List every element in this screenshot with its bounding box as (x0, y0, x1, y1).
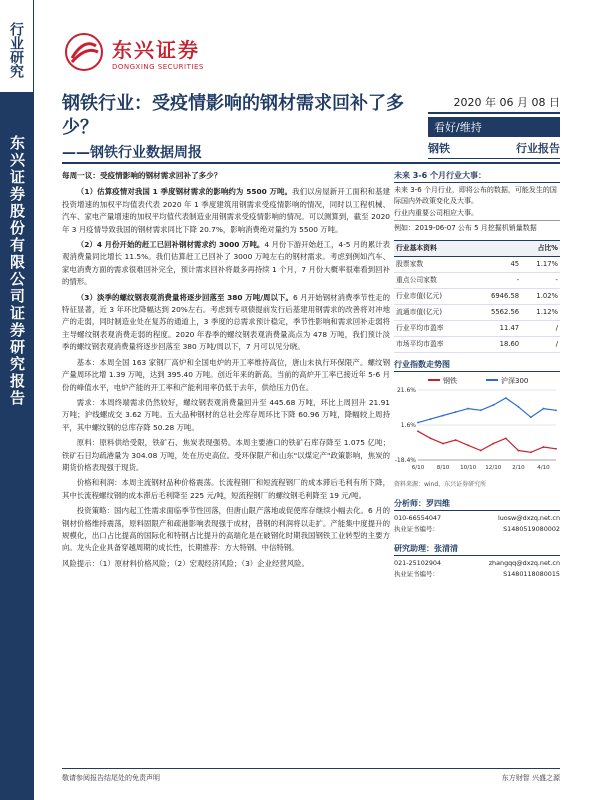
data-point (555, 409, 557, 411)
data-point (480, 409, 482, 411)
data-point (455, 411, 457, 413)
report-category: 行业研究 (0, 0, 34, 92)
data-point (442, 415, 444, 417)
table-cell: 股票家数 (394, 257, 472, 273)
x-tick-label: 6/10 (411, 465, 425, 471)
legend-label: 沪深300 (501, 377, 529, 385)
table-cell: 6946.58 (472, 289, 521, 305)
legend-label: 钢铁 (443, 377, 457, 385)
table-row (394, 289, 560, 305)
footer-disclaimer: 敬请参阅报告结尾处的免责声明 (62, 774, 160, 782)
meta-row (428, 140, 560, 159)
data-point (530, 451, 532, 453)
table-row (394, 305, 560, 321)
paragraph-2-text: 4 月份下游开始赶工，4-5 月的累计表观消费量同比增长 11.5%。我们估算赶工已回补了 3000 万吨左右的钢材需求。考虑到例如汽车、家电消费方面的需求很难回补完全，预计需求回补将最多再持续 1 个月，7 月份大概率很难看到回补的情形。 (62, 240, 391, 287)
data-point (492, 404, 494, 406)
table-row (394, 337, 560, 353)
data-point (467, 408, 469, 410)
data-point (517, 450, 519, 452)
main-column (62, 170, 390, 573)
x-tick-label: 12/10 (485, 465, 502, 471)
share-header: 占比% (521, 241, 560, 257)
industry-basic-info (394, 240, 560, 353)
analyst-contact-row (394, 513, 560, 524)
x-tick-label: 8/10 (436, 465, 450, 471)
paragraph-3-heading: （3）淡季的螺纹钢表观消费量将逐步回落至 380 万吨/周以下。 (76, 292, 293, 302)
paragraph-1-text: 我们以房屋新开工面积和基建投资增速的加权平均值表代表 2020 年 1 季度建筑用钢需求受疫情影响的情况，同时以工程机械、汽车、家电产量增速的加权平均值代表制造业用钢需求受疫情影响的情况。可以测算到，截至 2020 年 3 月疫情导致我国的钢材需求同比下降 20.7%，影响消费绝对量约为 5500 万吨。 (62, 187, 390, 234)
analyst-phone: 010-66554047 (394, 514, 442, 522)
data-point (505, 397, 507, 399)
series-line (418, 431, 556, 452)
y-tick-label: -18.4% (394, 457, 416, 464)
y-tick-label: 21.6% (396, 387, 416, 394)
analyst-card (394, 498, 560, 535)
paragraph-3-text: 6 月开始钢材消费季节性走的特征显著，近 3 年环比降幅达到 20%左右。考虑到专项债提前发行后基建用钢需求的改善将对冲地产的走弱，同时制造业处在复苏的通道上，3 季度的总需求预计稳定，季节性影响和需求回补走弱将主导螺纹钢表观消费走弱的程度。2020 年春季的螺纹钢表观消费量高点为 478 万吨，我们预计淡季的螺纹钢表观消费量将逐步回落至 380 万吨/周以下，7 月可以见分晓。 (62, 292, 390, 352)
header-divider (62, 162, 560, 164)
data-point (543, 408, 545, 410)
report-meta (428, 94, 560, 159)
y-tick-label: 1.6% (400, 422, 416, 429)
table-header-cell (472, 241, 521, 257)
footer-slogan: 东方财智 兴盛之源 (501, 774, 560, 782)
data-point (417, 422, 419, 424)
data-point (543, 446, 545, 448)
price-profit-paragraph: 价格和利润：本周主流钢材品种价格震荡。长流程钢厂和短流程钢厂的成本滞后毛利有所下降，其中长流程螺纹钢的成本滞后毛利降至 225 元/吨，短流程钢厂的螺纹钢毛利降至 19 元/吨。 (62, 478, 390, 500)
supply-paragraph: 基本：本周全国 163 家钢厂高炉和全国电炉的开工率维持高位，唐山未执行环保限产。螺纹钢产量周环比增 1.39 万吨，达到 395.40 万吨。创近年来的新高。当前的高炉开工率已接近年 5-6 月份的峰值水平，电炉产能的开工率和产能利用率仍低于去年，供给压力仍在。 (62, 357, 390, 392)
report-subtitle: ——钢铁行业数据周报 (62, 145, 202, 161)
table-cell: - (521, 273, 560, 289)
upcoming-events (394, 170, 560, 234)
strategy-paragraph: 投资策略：国内起工性需求面临季节性回落，但唐山限产落地或促使库存继续小幅去化。6 月的钢材价格维持震荡，原料固限产和疏港影响表现强于成材，普钢的利润将以走扩。产能集中度提升的规模化，出口占比提高的国际化和特钢占比提升的高端化是在破钢化时期我国钢铁工业转型的主要方向。龙头企业具备穿越周期的成长性，长期推荐：方大特钢、中信特钢。 (62, 506, 390, 553)
events-text: 未来 3-6 个月行业，即将公布的数据，可能发生的国际国内外政策变化及大事。 (394, 186, 557, 205)
table-row (394, 257, 560, 273)
data-point (492, 443, 494, 445)
x-tick-label: 2/10 (512, 465, 525, 471)
assistant-cert-label: 执业证书编号： (394, 570, 439, 578)
data-point (467, 444, 469, 446)
assistant-card (394, 543, 560, 580)
company-logo (64, 28, 204, 76)
raw-material-paragraph: 原料：原料供给受限，铁矿石、焦炭表现强势。本周主要港口的铁矿石库存降至 1.075 亿吨；铁矿石日均疏港量为 304.08 万吨，处在历史高位。受环保限产和山东"以煤定产"政策影响，焦炭的期货价格表现强于现货。 (62, 438, 390, 472)
data-point (455, 439, 457, 441)
side-column (394, 170, 560, 580)
series-line (418, 398, 556, 423)
paragraph-1 (62, 186, 390, 236)
assistant-phone: 021-25102904 (394, 559, 442, 567)
chart-source: 资料来源：wind、东兴证券研究所 (394, 481, 487, 488)
data-point (430, 437, 432, 439)
table-cell: 行业市值(亿元) (394, 289, 472, 305)
table-row (394, 273, 560, 289)
company-name-vertical: 东兴证券股份有限公司证券研究报告 (8, 135, 26, 407)
table-cell: / (521, 337, 560, 353)
risk-warning: 风险提示：（1）原材料价格风险；（2）宏观经济风险；（3）企业经营风险。 (62, 558, 309, 568)
x-tick-label: 4/10 (537, 465, 550, 471)
events-note: 行业内重要公司相应大事。 (394, 209, 478, 217)
data-point (530, 416, 532, 418)
data-point (505, 437, 507, 439)
analyst-cert-row (394, 524, 560, 535)
assistant-title: 研究助理：张清清 (394, 543, 560, 556)
paragraph-2 (62, 239, 390, 289)
chart-title: 行业指数走势图 (394, 359, 560, 372)
basic-info-title: 行业基本资料 (394, 241, 472, 257)
events-history: 例如：2019-06-07 公布 5 月挖掘机销量数据 (394, 220, 560, 234)
data-point (555, 448, 557, 450)
report-date: 2020 年 06 月 08 日 (428, 94, 560, 114)
table-cell: 1.12% (521, 305, 560, 321)
paragraph-3 (62, 292, 390, 354)
table-header-row (394, 241, 560, 257)
table-cell: 1.17% (521, 257, 560, 273)
data-point (442, 443, 444, 445)
table-cell: - (472, 273, 521, 289)
events-title: 未来 3-6 个月行业大事： (394, 170, 560, 183)
table-cell: 重点公司家数 (394, 273, 472, 289)
logo-mark-icon (64, 32, 104, 72)
demand-paragraph: 需求：本周终端需求仍然较好，螺纹钢表观消费量回升至 445.68 万吨，环比上周回升 21.91 万吨；沪线螺成交 3.62 万吨。五大品种钢材的总社会库存周环比下降 60.96 万吨，降幅较上周持平，其中螺纹钢的总库存降 50.28 万吨。 (62, 397, 390, 432)
data-point (517, 406, 519, 408)
table-cell: 行业平均市盈率 (394, 321, 472, 337)
data-point (417, 430, 419, 432)
weekly-topic: 每周一议：受疫情影响的钢材需求回补了多少？ (62, 171, 222, 180)
assistant-email[interactable]: zhangqq@dxzq.net.cn (488, 559, 560, 567)
index-trend-chart (394, 374, 560, 478)
analyst-cert-number: S1480519080002 (503, 525, 560, 533)
rating-badge: 看好/维持 (428, 117, 560, 137)
logo-text-cn: 东兴证券 (112, 37, 200, 62)
assistant-contact-row (394, 558, 560, 569)
paragraph-2-heading: （2）4 月份开始的赶工已回补钢材需求约 3000 万吨。 (76, 240, 265, 250)
footer-divider (62, 768, 560, 769)
table-cell: 18.60 (472, 337, 521, 353)
table-cell: 流通市值(亿元) (394, 305, 472, 321)
table-cell: / (521, 321, 560, 337)
table-cell: 45 (472, 257, 521, 273)
index-trend-chart-box (394, 359, 560, 490)
assistant-cert-number: S1480118080015 (503, 570, 560, 578)
report-title: 钢铁行业：受疫情影响的钢材需求回补了多少？ (62, 93, 404, 138)
analyst-email[interactable]: luosw@dxzq.net.cn (497, 514, 560, 522)
industry-label: 钢铁 (428, 142, 450, 155)
data-point (480, 450, 482, 452)
assistant-cert-row (394, 569, 560, 580)
logo-text-en: DONGXING SECURITIES (112, 62, 204, 71)
analyst-cert-label: 执业证书编号： (394, 525, 439, 533)
sidebar (0, 0, 34, 800)
data-point (430, 418, 432, 420)
report-type-label: 行业报告 (516, 142, 560, 155)
x-tick-label: 10/10 (460, 465, 477, 471)
basic-info-table (394, 240, 560, 353)
table-cell: 市场平均市盈率 (394, 337, 472, 353)
paragraph-1-heading: （1）估算疫情对我国 1 季度钢材需求的影响约为 5500 万吨。 (76, 187, 293, 197)
table-cell: 11.47 (472, 321, 521, 337)
table-row (394, 321, 560, 337)
analyst-title: 分析师：罗四维 (394, 498, 560, 511)
table-cell: 5562.56 (472, 305, 521, 321)
table-cell: 1.02% (521, 289, 560, 305)
